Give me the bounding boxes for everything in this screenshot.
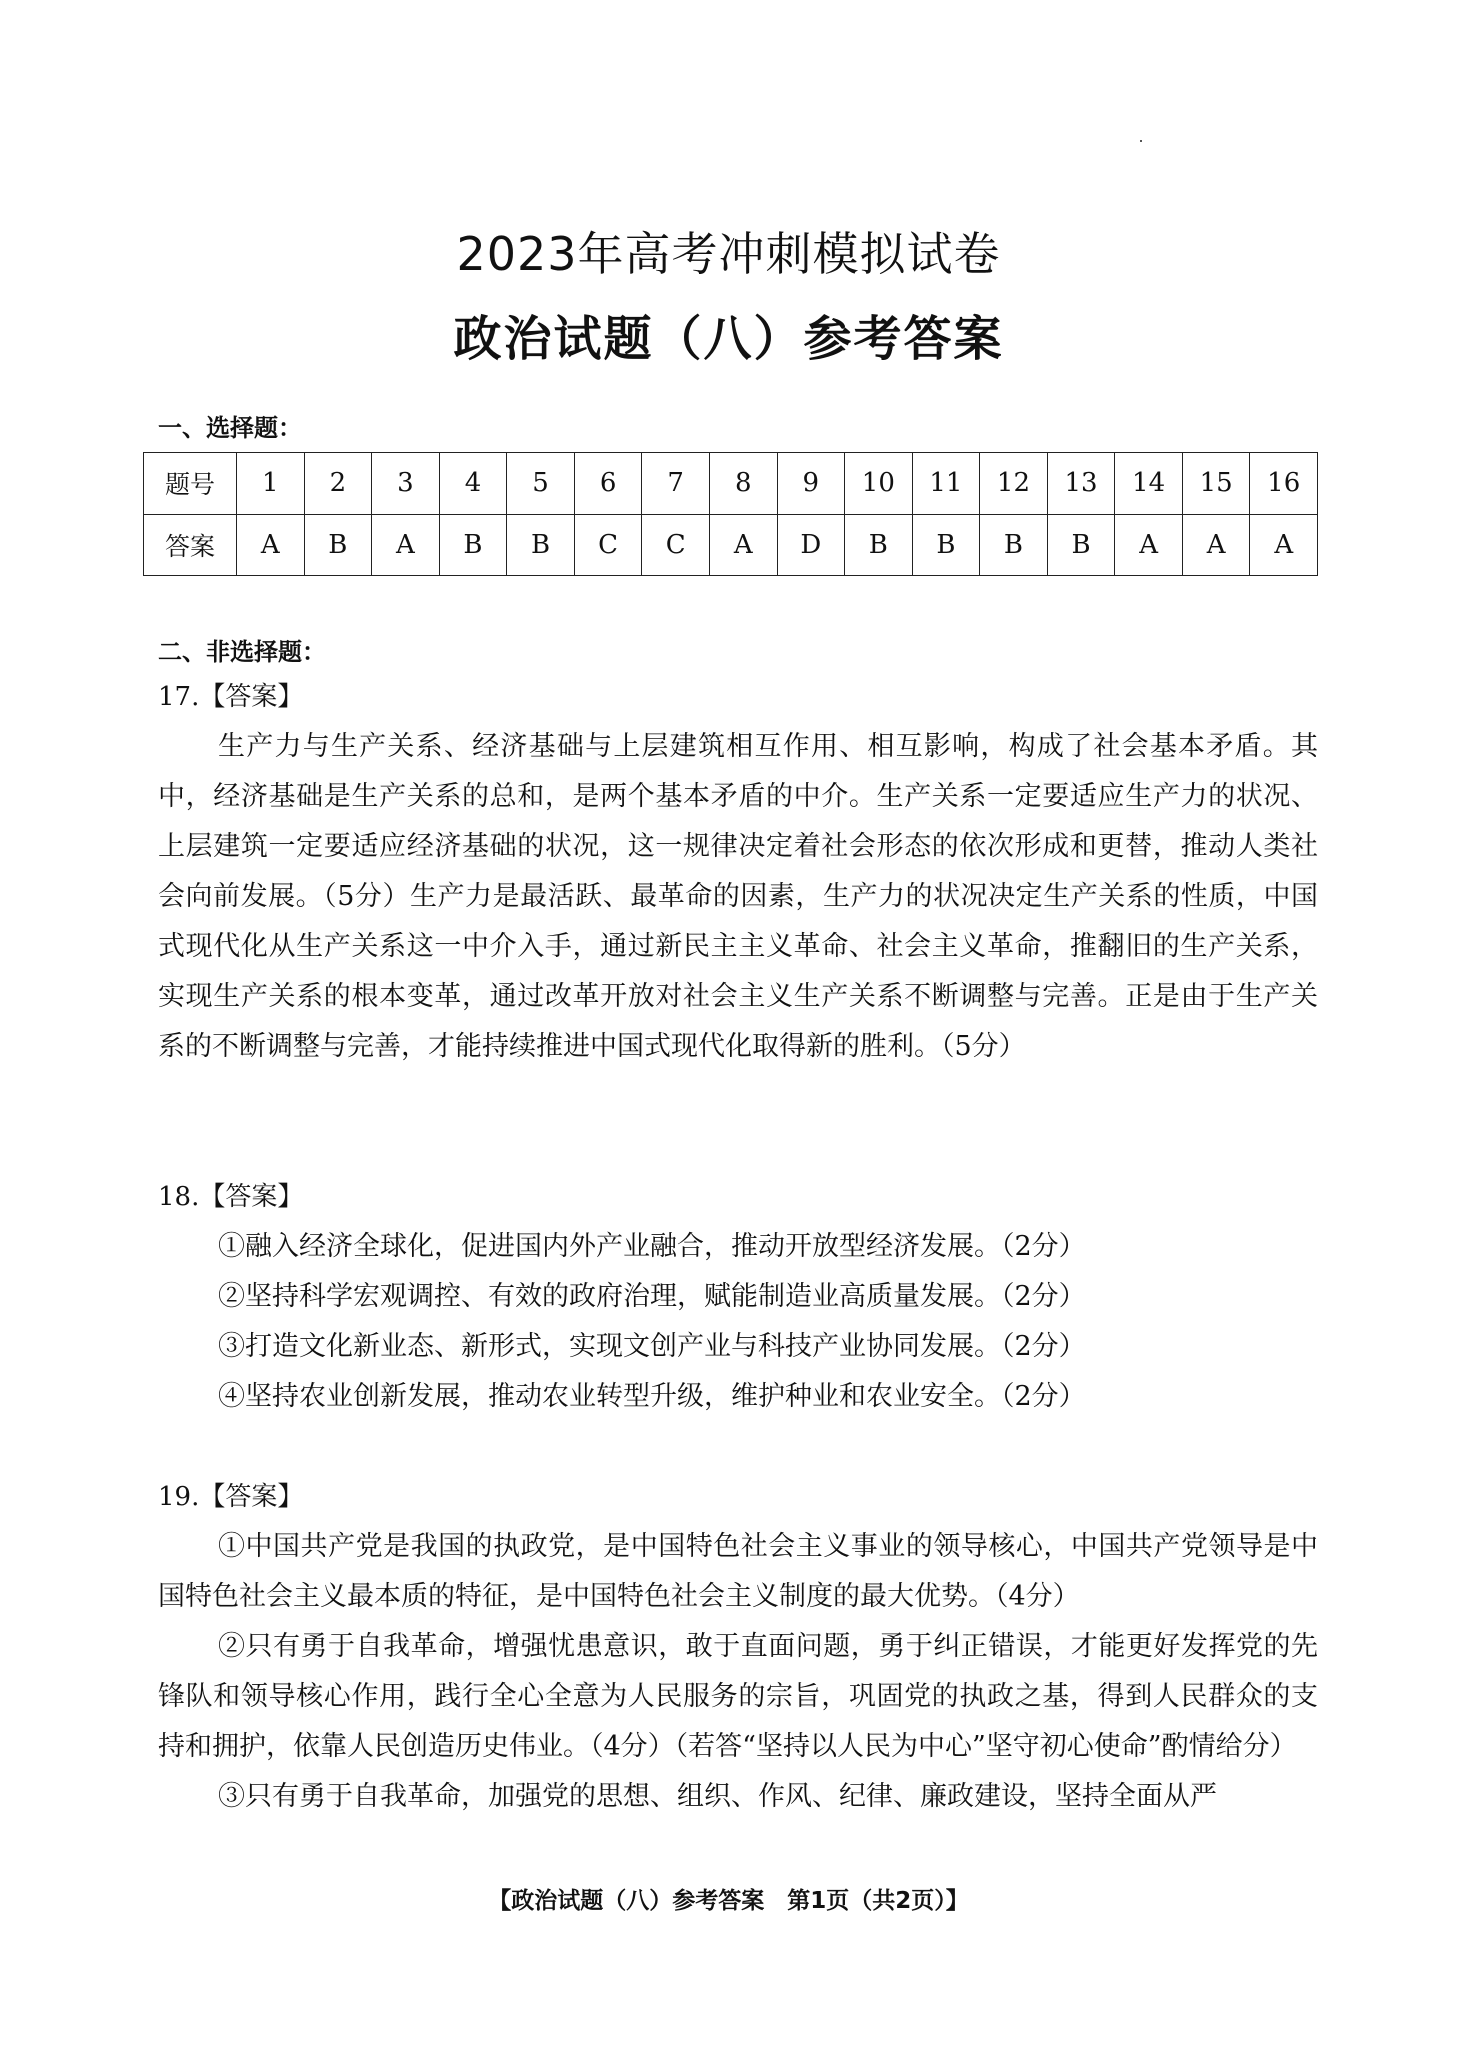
- scan-speck: [1140, 140, 1142, 142]
- answer-point: ②坚持科学宏观调控、有效的政府治理，赋能制造业高质量发展。（2分）: [218, 1281, 1086, 1312]
- table-cell: D: [777, 514, 845, 576]
- table-cell: 15: [1182, 453, 1250, 515]
- table-cell: 10: [845, 453, 913, 515]
- table-cell: A: [1115, 514, 1183, 576]
- table-cell: 1: [237, 453, 305, 515]
- table-row-answers: [144, 514, 1318, 576]
- table-cell: B: [845, 514, 913, 576]
- table-row-numbers: [144, 453, 1318, 515]
- table-cell: 12: [980, 453, 1048, 515]
- table-cell: C: [642, 514, 710, 576]
- section-multiple-choice: 一、选择题：: [158, 414, 302, 442]
- table-cell: 7: [642, 453, 710, 515]
- answer-point: ②只有勇于自我革命，增强忧患意识，敢于直面问题，勇于纠正错误，才能更好发挥党的先锋队和领导核心作用，践行全心全意为人民服务的宗旨，巩固党的执政之基，得到人民群众的支持和拥护，依靠人民创造历史伟业。（4分）（若答“坚持以人民为中心”坚守初心使命”酌情给分）: [158, 1631, 1318, 1762]
- table-cell: 13: [1047, 453, 1115, 515]
- table-cell: 6: [574, 453, 642, 515]
- table-cell: 3: [372, 453, 440, 515]
- table-cell: A: [709, 514, 777, 576]
- answer-key-title: 政治试题（八）参考答案: [453, 311, 1004, 367]
- table-cell: 11: [912, 453, 980, 515]
- answer-point: ③打造文化新业态、新形式，实现文创产业与科技产业协同发展。（2分）: [218, 1331, 1086, 1362]
- table-cell: C: [574, 514, 642, 576]
- question-19: [158, 1472, 1318, 1822]
- table-cell: 8: [709, 453, 777, 515]
- table-cell: 16: [1250, 453, 1318, 515]
- question-label: 18.【答案】: [158, 1182, 304, 1212]
- table-cell: B: [439, 514, 507, 576]
- question-18: [158, 1172, 1318, 1422]
- section-essay: 二、非选择题：: [158, 638, 326, 666]
- page-footer: 【政治试题（八）参考答案 第1页（共2页）】: [488, 1888, 969, 1914]
- table-cell: B: [304, 514, 372, 576]
- answer-point: ③只有勇于自我革命，加强党的思想、组织、作风、纪律、廉政建设，坚持全面从严: [218, 1781, 1217, 1812]
- table-cell: A: [237, 514, 305, 576]
- table-cell: A: [372, 514, 440, 576]
- table-cell: B: [980, 514, 1048, 576]
- answer-point: ①中国共产党是我国的执政党，是中国特色社会主义事业的领导核心，中国共产党领导是中国特色社会主义最本质的特征，是中国特色社会主义制度的最大优势。（4分）: [158, 1531, 1318, 1612]
- table-cell: B: [507, 514, 575, 576]
- answer-paragraph: 生产力与生产关系、经济基础与上层建筑相互作用、相互影响，构成了社会基本矛盾。其中，经济基础是生产关系的总和，是两个基本矛盾的中介。生产关系一定要适应生产力的状况、上层建筑一定要适应经济基础的状况，这一规律决定着社会形态的依次形成和更替，推动人类社会向前发展。（5分）生产力是最活跃、最革命的因素，生产力的状况决定生产关系的性质，中国式现代化从生产关系这一中介入手，通过新民主主义革命、社会主义革命，推翻旧的生产关系，实现生产关系的根本变革，通过改革开放对社会主义生产关系不断调整与完善。正是由于生产关系的不断调整与完善，才能持续推进中国式现代化取得新的胜利。（5分）: [158, 731, 1318, 1062]
- table-cell: 5: [507, 453, 575, 515]
- table-cell: B: [912, 514, 980, 576]
- answer-point: ④坚持农业创新发展，推动农业转型升级，维护种业和农业安全。（2分）: [218, 1381, 1086, 1412]
- table-cell: A: [1182, 514, 1250, 576]
- question-17: [158, 672, 1318, 1072]
- table-cell: A: [1250, 514, 1318, 576]
- row-label-number: 题号: [144, 453, 237, 515]
- question-label: 17.【答案】: [158, 682, 304, 712]
- table-cell: 9: [777, 453, 845, 515]
- table-cell: 4: [439, 453, 507, 515]
- table-cell: 14: [1115, 453, 1183, 515]
- answer-point: ①融入经济全球化，促进国内外产业融合，推动开放型经济发展。（2分）: [218, 1231, 1086, 1262]
- question-label: 19.【答案】: [158, 1482, 304, 1512]
- answer-table: [143, 452, 1318, 576]
- table-cell: 2: [304, 453, 372, 515]
- table-cell: B: [1047, 514, 1115, 576]
- row-label-answer: 答案: [144, 514, 237, 576]
- exam-title: 2023年高考冲刺模拟试卷: [456, 227, 1001, 281]
